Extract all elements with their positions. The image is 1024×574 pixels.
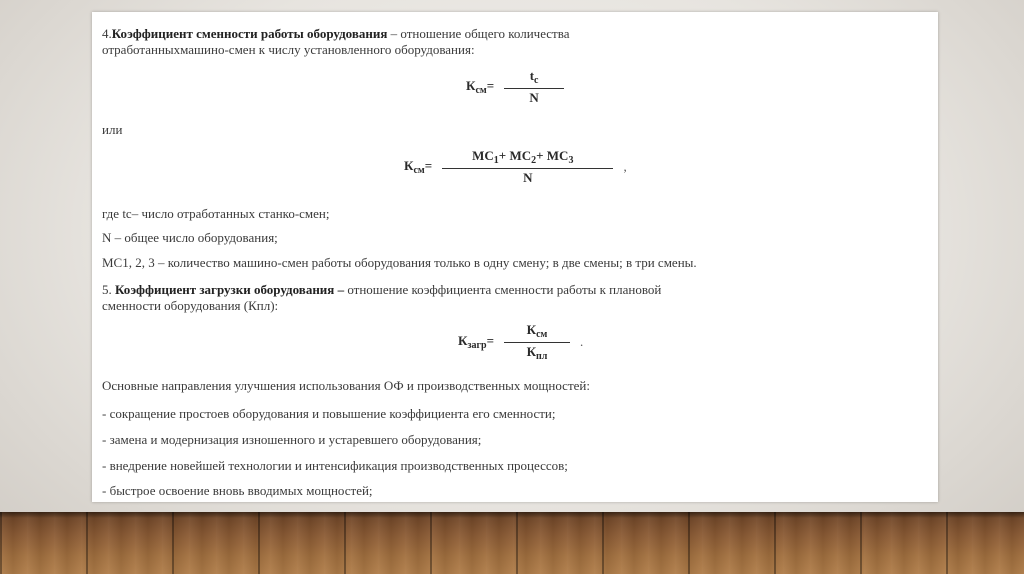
term-load-coefficient: Коэффициент загрузки оборудования – xyxy=(115,282,345,297)
numerator: $t_с$ xyxy=(529,68,539,86)
denominator: N xyxy=(442,168,613,186)
formula-tail: . xyxy=(579,334,584,349)
numerator: $МС_1+ МС_2+ МС_3$ xyxy=(472,148,574,166)
where-mc: МС1, 2, 3 – количество машино-смен работы оборудования только в одну смену; в две смены; в три смены. xyxy=(102,255,697,270)
directions-item: - внедрение новейшей технологии и интенсификация производственных процессов; xyxy=(102,458,568,473)
definition-text: отношение коэффициента сменности работы к плановой xyxy=(344,282,662,297)
formula-lhs: $К_{см}=$ xyxy=(404,158,433,176)
directions-item: - сокращение простоев оборудования и повышение коэффициента его сменности; xyxy=(102,406,556,421)
paragraph-4-line-1 xyxy=(102,26,569,42)
or-text: или xyxy=(102,122,123,137)
directions-item: - замена и модернизация изношенного и устаревшего оборудования; xyxy=(102,432,482,447)
formula-lhs: $К_{загр}=$ xyxy=(458,333,494,351)
formula-shift-coefficient-alt xyxy=(404,148,627,186)
formula-load-coefficient xyxy=(458,322,583,362)
directions-heading: Основные направления улучшения использования ОФ и производственных мощностей: xyxy=(102,378,590,393)
numerator: $К_{см}$ xyxy=(526,322,548,340)
formula-shift-coefficient xyxy=(466,68,564,106)
fraction xyxy=(504,322,570,362)
formula-tail: , xyxy=(623,159,627,174)
where-tc: где tc– число отработанных станко-смен; xyxy=(102,206,330,221)
paragraph-5-line-2: сменности оборудования (Кпл): xyxy=(102,298,279,313)
directions-item: - быстрое освоение вновь вводимых мощностей; xyxy=(102,483,373,498)
paragraph-4-line-2: отработанныхмашино-смен к числу установленного оборудования: xyxy=(102,42,475,57)
term-shift-coefficient: Коэффициент сменности работы оборудования xyxy=(111,26,388,41)
fraction xyxy=(442,148,613,186)
where-n: N – общее число оборудования; xyxy=(102,230,278,245)
paragraph-5-line-1 xyxy=(102,282,661,298)
definition-text: – отношение общего количества xyxy=(387,26,570,41)
slide-card xyxy=(92,12,938,502)
formula-lhs: $К_{см}=$ xyxy=(466,78,495,96)
wooden-floor xyxy=(0,512,1024,574)
item-number: 4. xyxy=(102,26,112,41)
fraction xyxy=(504,68,564,106)
item-number: 5. xyxy=(102,282,112,297)
denominator: N xyxy=(504,88,564,106)
denominator: $К_{пл}$ xyxy=(504,342,570,362)
